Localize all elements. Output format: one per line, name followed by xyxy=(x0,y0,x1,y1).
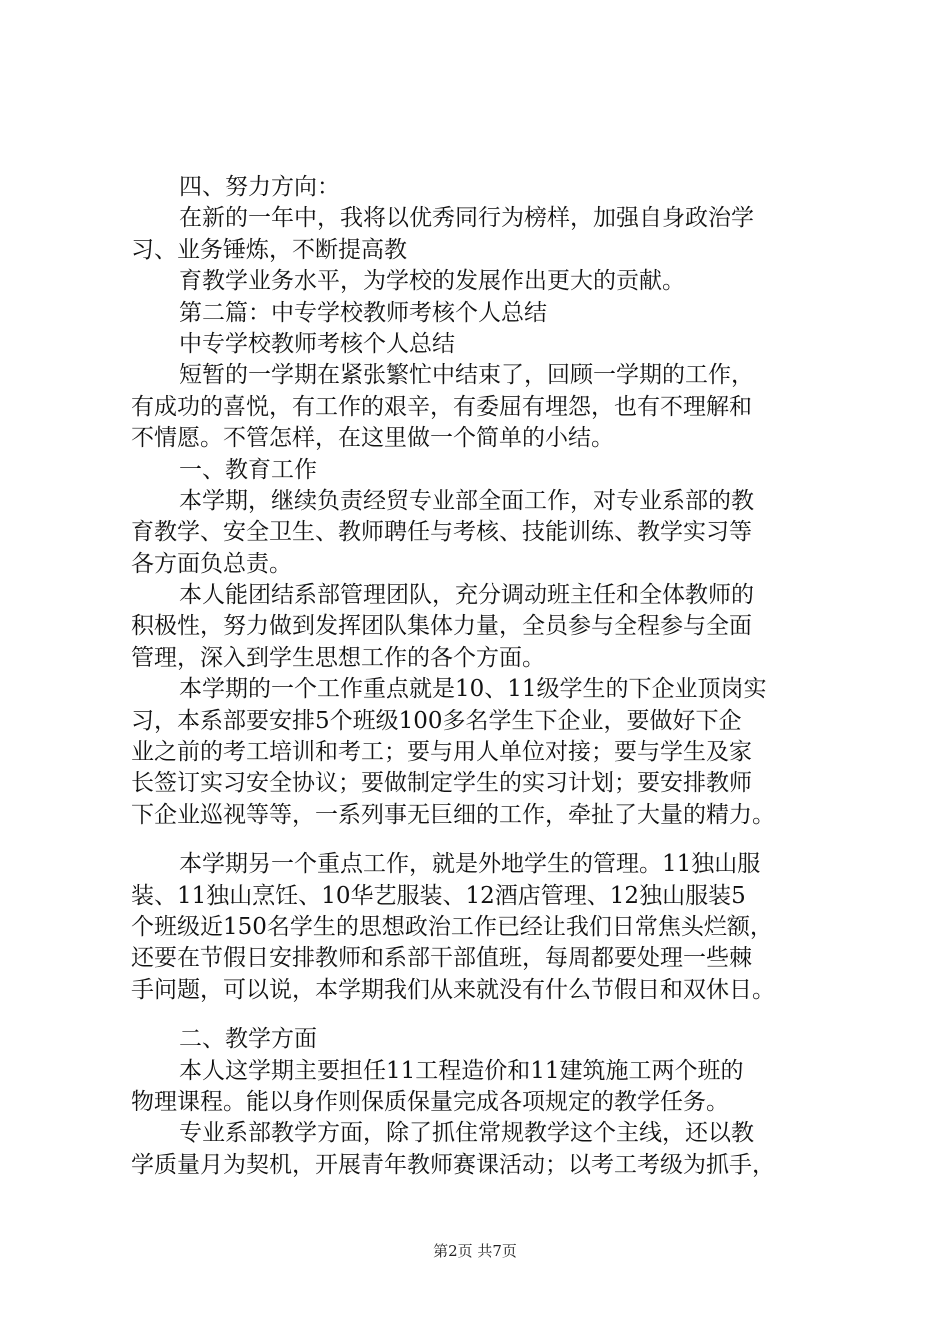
paragraph-line: 长签订实习安全协议；要做制定学生的实习计划；要安排教师 xyxy=(131,770,752,797)
paragraph-line: 学质量月为契机，开展青年教师赛课活动；以考工考级为抓手， xyxy=(131,1151,775,1178)
paragraph-line: 不情愿。不管怎样，在这里做一个简单的小结。 xyxy=(131,425,614,452)
paragraph-line: 本人能团结系部管理团队，充分调动班主任和全体教师的 xyxy=(179,582,754,609)
paragraph-line: 业之前的考工培训和考工；要与用人单位对接；要与学生及家 xyxy=(131,739,752,766)
paragraph-gap xyxy=(131,831,843,849)
heading-teaching: 二、教学方面 xyxy=(179,1026,317,1053)
paragraph-line: 专业系部教学方面，除了抓住常规教学这个主线，还以教 xyxy=(179,1120,754,1147)
document-body xyxy=(131,172,843,1181)
paragraph-line: 物理课程。能以身作则保质保量完成各项规定的教学任务。 xyxy=(131,1088,729,1115)
section-title-part-two: 第二篇：中专学校教师考核个人总结 xyxy=(179,299,547,326)
heading-education-work: 一、教育工作 xyxy=(179,456,317,483)
document-title: 中专学校教师考核个人总结 xyxy=(179,330,455,357)
paragraph-line: 还要在节假日安排教师和系部干部值班，每周都要处理一些棘 xyxy=(131,945,752,972)
paragraph-line: 各方面负总责。 xyxy=(131,550,292,577)
paragraph-gap xyxy=(131,1006,843,1024)
paragraph-line: 育教学、安全卫生、教师聘任与考核、技能训练、教学实习等 xyxy=(131,519,752,546)
paragraph-line: 本学期的一个工作重点就是10、11级学生的下企业顶岗实 xyxy=(179,676,767,703)
paragraph-line: 下企业巡视等等，一系列事无巨细的工作，牵扯了大量的精力。 xyxy=(131,801,775,828)
paragraph-line: 本人这学期主要担任11工程造价和11建筑施工两个班的 xyxy=(179,1057,744,1084)
page-indicator: 第2页 共7页 xyxy=(433,1242,517,1260)
paragraph-line: 在新的一年中，我将以优秀同行为榜样，加强自身政治学 xyxy=(179,205,754,232)
paragraph-line: 积极性，努力做到发挥团队集体力量，全员参与全程参与全面 xyxy=(131,613,752,640)
paragraph-line: 管理，深入到学生思想工作的各个方面。 xyxy=(131,644,545,671)
paragraph-line: 习，本系部要安排5个班级100多名学生下企业，要做好下企 xyxy=(131,707,742,734)
paragraph-line: 本学期，继续负责经贸专业部全面工作，对专业系部的教 xyxy=(179,487,754,514)
paragraph-line: 有成功的喜悦，有工作的艰辛，有委屈有埋怨，也有不理解和 xyxy=(131,393,752,420)
heading-effort-direction: 四、努力方向： xyxy=(179,174,340,200)
paragraph-line: 习、业务锤炼，不断提高教 xyxy=(131,236,407,263)
paragraph-line: 手问题，可以说，本学期我们从来就没有什么节假日和双休日。 xyxy=(131,976,775,1003)
paragraph-line: 短暂的一学期在紧张繁忙中结束了，回顾一学期的工作， xyxy=(179,362,754,389)
paragraph-line: 育教学业务水平，为学校的发展作出更大的贡献。 xyxy=(179,268,685,295)
paragraph-line: 个班级近150名学生的思想政治工作已经让我们日常焦头烂额， xyxy=(131,913,773,940)
paragraph-line: 本学期另一个重点工作，就是外地学生的管理。11独山服 xyxy=(179,851,761,878)
paragraph-line: 装、11独山烹饪、10华艺服装、12酒店管理、12独山服装5 xyxy=(131,882,746,909)
